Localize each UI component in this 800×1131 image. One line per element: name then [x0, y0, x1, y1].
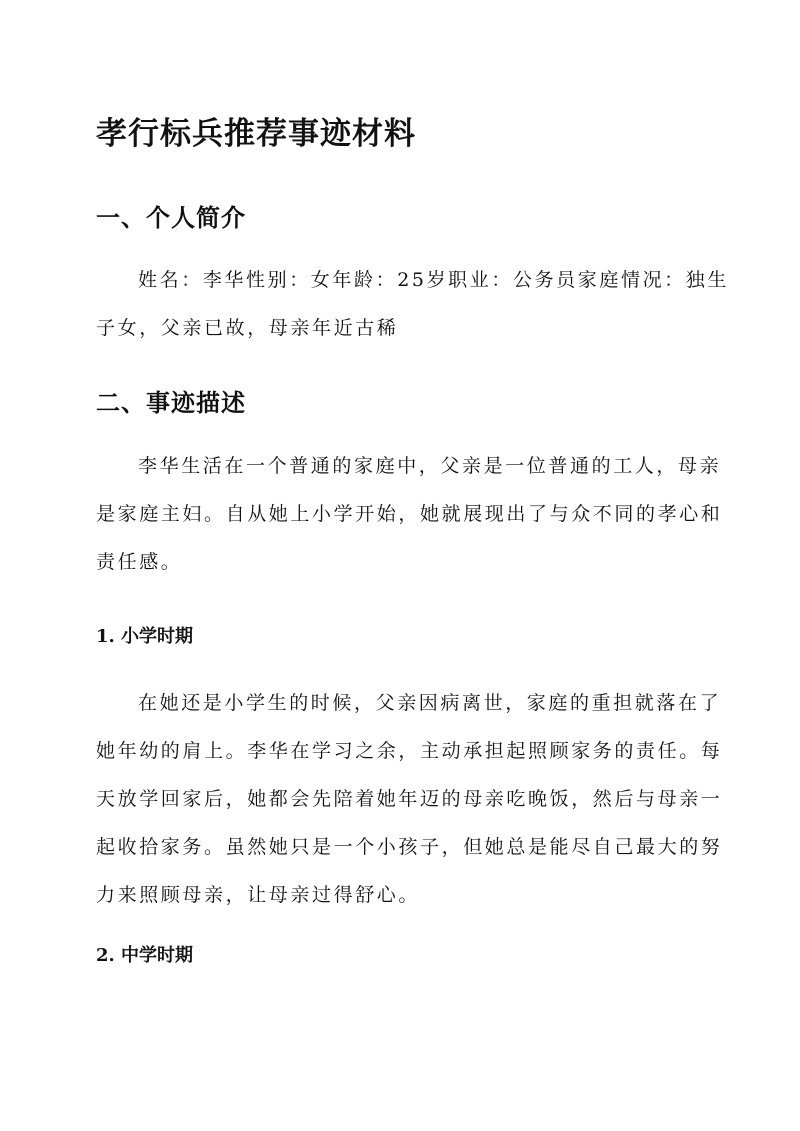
document-title: 孝行标兵推荐事迹材料: [96, 116, 416, 152]
subsection-heading-middle-school: 2. 中学时期: [96, 945, 194, 966]
paragraph-line: 在她还是小学生的时候，父亲因病离世，家庭的重担就落在了: [138, 692, 722, 714]
subsection-heading-primary-school: 1. 小学时期: [96, 626, 194, 647]
paragraph-line: 姓名：李华性别：女年龄：25岁职业：公务员家庭情况：独生: [138, 269, 729, 291]
section-heading-profile: 一、个人简介: [96, 203, 246, 232]
paragraph-line: 起收拾家务。虽然她只是一个小孩子，但她总是能尽自己最大的努: [96, 836, 723, 858]
paragraph-line: 天放学回家后，她都会先陪着她年迈的母亲吃晚饭，然后与母亲一: [96, 788, 723, 810]
paragraph-line: 是家庭主妇。自从她上小学开始，她就展现出了与众不同的孝心和: [96, 503, 723, 525]
paragraph-line: 责任感。: [96, 551, 183, 573]
paragraph-line: 力来照顾母亲，让母亲过得舒心。: [96, 884, 421, 906]
paragraph-line: 子女，父亲已故，母亲年近古稀: [96, 317, 399, 339]
paragraph-line: 李华生活在一个普通的家庭中，父亲是一位普通的工人，母亲: [138, 455, 722, 477]
paragraph-line: 她年幼的肩上。李华在学习之余，主动承担起照顾家务的责任。每: [96, 740, 723, 762]
section-heading-deeds: 二、事迹描述: [96, 388, 246, 417]
